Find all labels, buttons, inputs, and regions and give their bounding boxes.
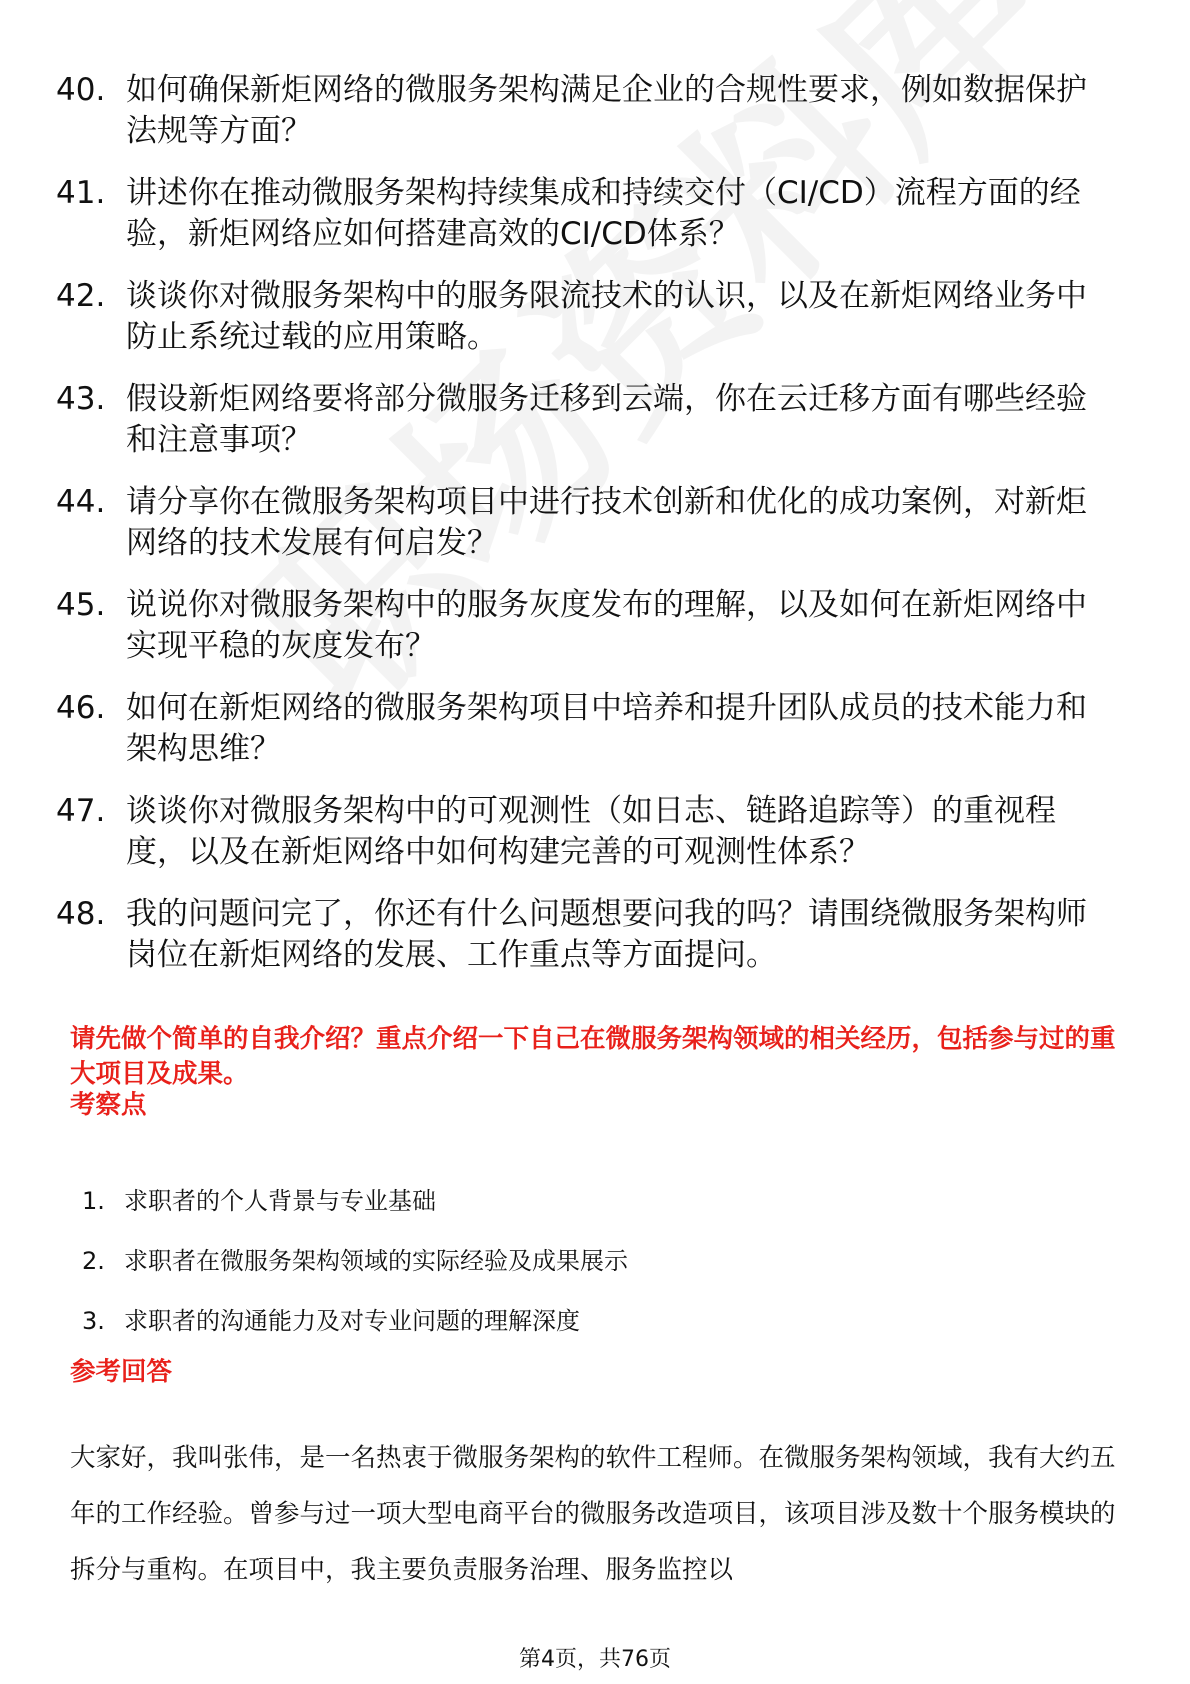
question-text: 如何确保新炬网络的微服务架构满足企业的合规性要求，例如数据保护法规等方面？ [126,72,1087,149]
question-number: 40. [56,72,106,108]
exam-point-number: 2. [82,1247,105,1275]
question-list [56,70,1116,997]
question-item [56,276,1116,358]
question-item [56,482,1116,564]
question-item [56,585,1116,667]
question-number: 48. [56,896,106,932]
page-footer: 第4页，共76页 [519,1647,671,1672]
question-number: 47. [56,793,106,829]
exam-point-text: 求职者的个人背景与专业基础 [124,1187,436,1215]
exam-point-number: 1. [82,1187,105,1215]
question-item [56,70,1116,152]
question-text: 谈谈你对微服务架构中的可观测性（如日志、链路追踪等）的重视程度，以及在新炬网络中如何构建完善的可观测性体系？ [126,793,1056,870]
question-item [56,791,1116,873]
question-number: 46. [56,690,106,726]
question-number: 43. [56,381,106,417]
exam-points-list [82,1185,628,1365]
exam-points-heading: 考察点 [70,1090,147,1120]
exam-point-item [82,1185,628,1217]
question-text: 如何在新炬网络的微服务架构项目中培养和提升团队成员的技术能力和架构思维？ [126,690,1087,767]
question-item [56,894,1116,976]
question-item [56,379,1116,461]
question-item [56,173,1116,255]
reference-answer-heading: 参考回答 [70,1357,173,1387]
question-text: 讲述你在推动微服务架构持续集成和持续交付（CI/CD）流程方面的经验，新炬网络应如何搭建高效的CI/CD体系？ [126,175,1081,252]
question-number: 44. [56,484,106,520]
question-number: 41. [56,175,106,211]
question-item [56,688,1116,770]
question-text: 谈谈你对微服务架构中的服务限流技术的认识，以及在新炬网络业务中防止系统过载的应用策略。 [126,278,1087,355]
exam-point-text: 求职者的沟通能力及对专业问题的理解深度 [124,1307,580,1335]
question-text: 说说你对微服务架构中的服务灰度发布的理解，以及如何在新炬网络中实现平稳的灰度发布？ [126,587,1087,664]
exam-point-item [82,1305,628,1337]
exam-point-number: 3. [82,1307,105,1335]
exam-point-text: 求职者在微服务架构领域的实际经验及成果展示 [124,1247,628,1275]
exam-point-item [82,1245,628,1277]
question-number: 45. [56,587,106,623]
question-text: 请分享你在微服务架构项目中进行技术创新和优化的成功案例，对新炬网络的技术发展有何启发？ [126,484,1087,561]
highlight-question: 请先做个简单的自我介绍？重点介绍一下自己在微服务架构领域的相关经历，包括参与过的重大项目及成果。 [70,1024,1116,1089]
question-text: 我的问题问完了，你还有什么问题想要问我的吗？请围绕微服务架构师岗位在新炬网络的发展、工作重点等方面提问。 [126,896,1087,973]
question-number: 42. [56,278,106,314]
reference-answer-text: 大家好，我叫张伟，是一名热衷于微服务架构的软件工程师。在微服务架构领域，我有大约五年的工作经验。曾参与过一项大型电商平台的微服务改造项目，该项目涉及数十个服务模块的拆分与重构。在项目中，我主要负责服务治理、服务监控以 [70,1443,1116,1585]
question-text: 假设新炬网络要将部分微服务迁移到云端，你在云迁移方面有哪些经验和注意事项？ [126,381,1087,458]
